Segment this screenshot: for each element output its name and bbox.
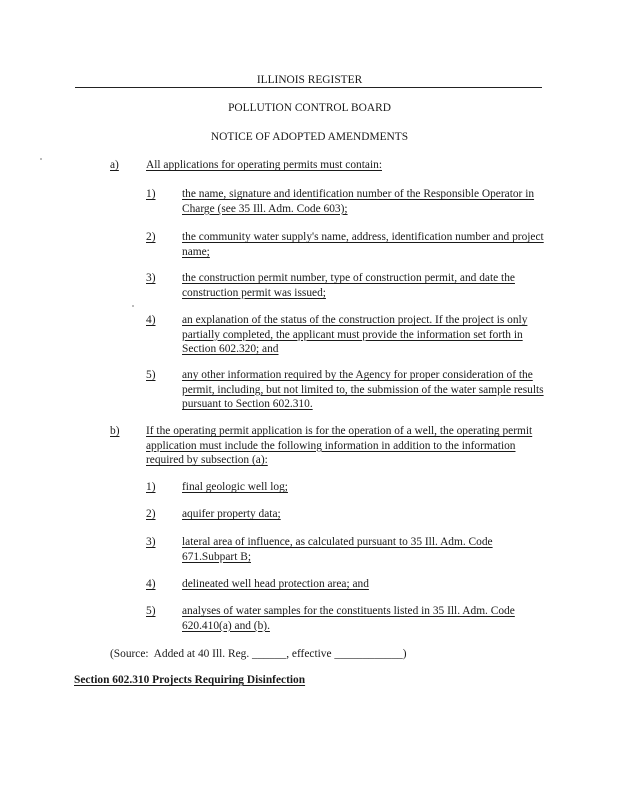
subsection-b-intro: If the operating permit application is for the operation of a well, the operating permit application must include the following information in addition to the information required by subsection (a):	[146, 425, 533, 467]
item-a1-number: 1)	[146, 188, 156, 200]
item-b1-number: 1)	[146, 481, 156, 493]
item-a4-text: an explanation of the status of the construction project. If the project is only partially completed, the applicant must provide the information set forth in Section 602.320; and	[182, 314, 528, 356]
item-b3-text: lateral area of influence, as calculated pursuant to 35 Ill. Adm. Code 671.Subpart B;	[182, 536, 493, 563]
register-title: ILLINOIS REGISTER	[256, 74, 363, 86]
item-b2-number: 2)	[146, 508, 156, 520]
item-b3-number: 3)	[146, 536, 156, 548]
source-note: (Source: Added at 40 Ill. Reg. ______, effective ____________)	[110, 648, 407, 660]
board-name: POLLUTION CONTROL BOARD	[228, 102, 391, 114]
item-a4-number: 4)	[146, 314, 156, 326]
scan-speck	[132, 305, 134, 307]
header-rule	[75, 87, 542, 88]
item-a2-text: the community water supply's name, address, identification number and project name;	[182, 231, 544, 258]
item-b4-number: 4)	[146, 578, 156, 590]
item-b1-text: final geologic well log;	[182, 481, 288, 493]
scan-speck	[40, 158, 42, 160]
item-b2-text: aquifer property data;	[182, 508, 281, 520]
item-b4-text: delineated well head protection area; and	[182, 578, 369, 590]
item-a3-number: 3)	[146, 272, 156, 284]
next-section-heading: Section 602.310 Projects Requiring Disinfection	[74, 674, 306, 686]
notice-title: NOTICE OF ADOPTED AMENDMENTS	[210, 131, 409, 143]
subsection-a-marker: a)	[110, 159, 119, 171]
item-a5-number: 5)	[146, 369, 156, 381]
subsection-b-marker: b)	[110, 425, 120, 437]
item-a1-text: the name, signature and identification number of the Responsible Operator in Charge (see 35 Ill. Adm. Code 603);	[182, 188, 535, 215]
item-b5-text: analyses of water samples for the constituents listed in 35 Ill. Adm. Code 620.410(a) and (b).	[182, 605, 515, 632]
item-a2-number: 2)	[146, 231, 156, 243]
item-a3-text: the construction permit number, type of construction permit, and date the construction permit was issued;	[182, 272, 515, 299]
item-b5-number: 5)	[146, 605, 156, 617]
item-a5-text: any other information required by the Agency for proper consideration of the permit, including, but not limited to, the submission of the water sample results pursuant to Section 602.310.	[182, 369, 544, 411]
subsection-a-intro: All applications for operating permits must contain:	[146, 159, 382, 171]
